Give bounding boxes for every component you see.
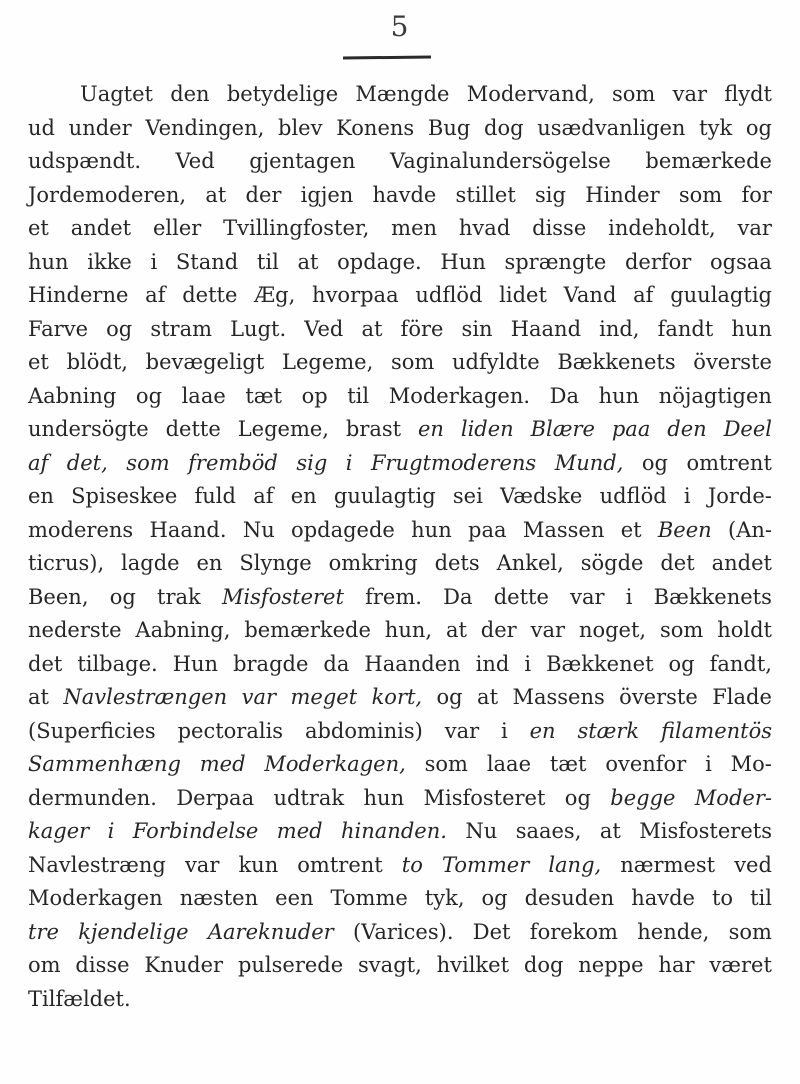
word: og xyxy=(668,651,695,676)
italic-word: Navlestrængen xyxy=(63,685,228,709)
text-line xyxy=(28,380,772,414)
text-line xyxy=(28,715,772,749)
word: Legeme, xyxy=(282,350,374,374)
word: före xyxy=(400,316,444,341)
italic-word: det, xyxy=(66,450,108,475)
italic-word: tre xyxy=(28,919,59,944)
word: Ved xyxy=(304,316,344,341)
word: var xyxy=(570,584,605,609)
word: hun xyxy=(731,316,772,341)
word: ind, xyxy=(599,316,640,341)
word: pulserede xyxy=(237,953,344,977)
word: Haand xyxy=(510,316,582,341)
word: dog xyxy=(523,953,564,977)
word: ved xyxy=(734,852,772,877)
word: lagde xyxy=(121,551,180,575)
word: ovenfor xyxy=(605,752,687,776)
word: Stand xyxy=(175,249,239,274)
word: men xyxy=(391,216,438,240)
word: var xyxy=(530,618,566,642)
word: til xyxy=(750,886,772,910)
word: har xyxy=(658,953,695,977)
word: Moderkagen xyxy=(28,886,163,910)
italic-word: meget xyxy=(290,685,358,709)
word: Knuder xyxy=(144,953,224,977)
word: dette xyxy=(182,283,238,307)
italic-word: var xyxy=(241,685,277,709)
word: omtrent xyxy=(686,450,772,475)
italic-word: Tommer xyxy=(441,852,530,877)
word: guulagtig xyxy=(670,283,772,307)
italic-word: som xyxy=(126,450,170,475)
text-line xyxy=(28,447,772,481)
word: Uagtet xyxy=(80,82,153,106)
word: til xyxy=(347,383,370,408)
word: var xyxy=(672,82,708,106)
word: hun xyxy=(598,383,640,408)
word: nederste xyxy=(28,618,122,642)
word: under xyxy=(68,115,132,140)
word: i xyxy=(501,718,508,743)
word: ticrus), xyxy=(28,551,105,575)
word: at xyxy=(361,316,383,341)
word: opdagede xyxy=(291,517,395,542)
word: som xyxy=(659,618,704,642)
word: det xyxy=(28,651,63,676)
word: Jorde- xyxy=(707,484,772,508)
italic-word: den xyxy=(667,417,707,441)
italic-word: lang, xyxy=(548,852,602,877)
word: hvorpaa xyxy=(312,283,399,307)
italic-word: med xyxy=(199,752,246,776)
text-line xyxy=(28,313,772,347)
word: Nu xyxy=(242,517,275,542)
word: Massens xyxy=(512,685,605,709)
word: nöjagtigen xyxy=(658,383,772,408)
word: Haand. xyxy=(149,517,227,542)
italic-word: Aareknuder xyxy=(207,919,334,944)
word: Ved xyxy=(175,149,215,173)
word: Lugt. xyxy=(230,316,287,341)
word: Da xyxy=(549,383,579,408)
word: Farve xyxy=(28,316,88,341)
word: dog xyxy=(484,115,524,140)
text-line xyxy=(28,112,772,146)
word: fuld xyxy=(194,484,236,508)
italic-word: Moderkagen, xyxy=(264,752,406,776)
word: var xyxy=(737,216,772,240)
word: blödt, xyxy=(66,350,128,374)
word: Jordemoderen, xyxy=(28,182,187,207)
word: Bækkenet xyxy=(546,651,654,676)
word: at xyxy=(599,819,621,843)
italic-word: fremböd xyxy=(188,450,278,475)
word: dermunden. xyxy=(28,785,157,810)
italic-word: liden xyxy=(460,417,514,441)
word: at xyxy=(297,249,319,274)
word: Tomme xyxy=(330,886,408,910)
word: Vaginalundersögelse xyxy=(389,149,611,173)
word: tyk, xyxy=(424,886,465,910)
word: Hinderne xyxy=(28,283,129,307)
text-line xyxy=(28,514,772,548)
word: Bækkenets xyxy=(557,350,676,374)
word: Moderkagen. xyxy=(388,383,531,408)
word: eller xyxy=(152,216,202,240)
word: en xyxy=(28,484,54,508)
word: et xyxy=(28,216,49,240)
word: usædvanligen xyxy=(537,115,686,140)
word: forekom xyxy=(529,919,618,944)
word: var xyxy=(184,852,220,877)
word: (Varices). xyxy=(352,919,454,944)
word: dette xyxy=(493,584,549,609)
word: sin xyxy=(461,316,493,341)
text-line xyxy=(28,882,772,916)
word: paa xyxy=(468,517,507,542)
word: Massen xyxy=(522,517,605,542)
word: stram xyxy=(150,316,212,341)
italic-word: Deel xyxy=(723,417,772,441)
italic-word: kager xyxy=(28,819,90,843)
word: bevægeligt xyxy=(145,350,265,374)
word: brast xyxy=(345,417,402,441)
word: moderens xyxy=(28,517,134,542)
word: Derpaa xyxy=(176,785,255,810)
italic-word: kort, xyxy=(371,685,423,709)
text-line xyxy=(28,145,772,179)
text-line xyxy=(28,212,772,246)
word: andet xyxy=(70,216,132,240)
word: udtrak xyxy=(273,785,345,810)
italic-word: en xyxy=(529,718,556,743)
word: laae xyxy=(181,383,226,408)
word: nærmest xyxy=(620,852,716,877)
word: omkring xyxy=(328,551,418,575)
word: og xyxy=(481,886,508,910)
word: det xyxy=(660,551,695,575)
italic-word: Misfosteret xyxy=(221,584,344,609)
word: at xyxy=(445,618,467,642)
word: Vendingen, xyxy=(145,115,265,140)
word: Mængde xyxy=(355,82,450,106)
word: tilbage. xyxy=(77,651,158,676)
text-line xyxy=(28,983,772,1017)
text-line xyxy=(28,279,772,313)
text-line xyxy=(28,782,772,816)
word: blev xyxy=(278,115,323,140)
word: i xyxy=(705,752,712,776)
word: sprængte xyxy=(504,249,607,274)
word: tæt xyxy=(245,383,282,408)
word: Da xyxy=(443,584,473,609)
word: tyk xyxy=(699,115,733,140)
italic-word: to xyxy=(401,852,423,877)
word: een xyxy=(275,886,314,910)
word: været xyxy=(709,953,772,977)
word: og xyxy=(106,316,133,341)
word: Modervand, xyxy=(466,82,595,106)
text-line xyxy=(28,246,772,280)
word: abdominis) xyxy=(304,718,423,743)
word: for xyxy=(741,182,772,207)
text-line xyxy=(28,413,772,447)
word: Bug xyxy=(427,115,471,140)
word: Navlestræng xyxy=(28,852,166,877)
italic-word: Frugtmoderens xyxy=(370,450,537,475)
word: bemærkede xyxy=(244,618,371,642)
text-line xyxy=(28,748,772,782)
word: og xyxy=(135,383,163,408)
word: lidet xyxy=(499,283,547,307)
word: Tilfældet. xyxy=(28,986,131,1011)
word: næsten xyxy=(179,886,259,910)
word: Flade xyxy=(712,685,772,709)
italic-word: kjendelige xyxy=(78,919,189,944)
word: Mo- xyxy=(730,752,772,776)
word: og xyxy=(109,584,136,609)
word: ind xyxy=(475,651,510,676)
word: Det xyxy=(472,919,511,944)
word: der xyxy=(245,182,282,207)
word: Hun xyxy=(440,249,486,274)
italic-word: sig xyxy=(296,450,328,475)
word: tæt xyxy=(549,752,587,776)
text-line xyxy=(28,78,772,112)
word: andet xyxy=(711,551,772,575)
word: i xyxy=(150,249,158,274)
word: Slynge xyxy=(239,551,312,575)
italic-word: paa xyxy=(611,417,651,441)
word: överste xyxy=(619,685,698,709)
word: til xyxy=(256,249,279,274)
word: i xyxy=(683,484,691,508)
word: Legeme, xyxy=(237,417,329,441)
word: udflöd xyxy=(599,484,667,508)
word: ogsaa xyxy=(710,249,772,274)
italic-word: Mund, xyxy=(554,450,624,475)
word: af xyxy=(145,283,166,307)
italic-word: med xyxy=(276,819,323,843)
word: at xyxy=(205,182,227,207)
word: og xyxy=(564,785,591,810)
word: bragde xyxy=(233,651,309,676)
word: Vand xyxy=(563,283,617,307)
word: Ankel, xyxy=(496,551,564,575)
word: hun xyxy=(363,785,405,810)
word: Misfosterets xyxy=(639,819,772,843)
word: Misfosteret xyxy=(423,785,546,810)
text-line xyxy=(28,815,772,849)
word: Bækkenets xyxy=(653,584,772,609)
italic-word: i xyxy=(107,819,115,843)
word: Vædske xyxy=(500,484,583,508)
word: at xyxy=(28,685,49,709)
word: udflöd xyxy=(415,283,483,307)
body-paragraph xyxy=(28,78,772,1016)
word: laae xyxy=(486,752,531,776)
italic-word: en xyxy=(418,417,444,441)
italic-word: Forbindelse xyxy=(132,819,259,843)
italic-word: Sammenhæng xyxy=(28,752,181,776)
word: dets xyxy=(434,551,480,575)
word: holdt xyxy=(717,618,772,642)
text-line xyxy=(28,581,772,615)
word: som xyxy=(390,350,435,374)
word: Hun xyxy=(172,651,219,676)
word: fandt xyxy=(657,316,714,341)
word: hun xyxy=(28,249,69,274)
word: överste xyxy=(693,350,772,374)
text-line xyxy=(28,614,772,648)
word: Hinder xyxy=(585,182,660,207)
word: som xyxy=(612,82,656,106)
word: betydelige xyxy=(226,82,339,106)
word: kun xyxy=(238,852,279,877)
word: i xyxy=(524,651,532,676)
word: Been, xyxy=(28,584,89,609)
word: Aabning, xyxy=(135,618,231,642)
word: sei xyxy=(452,484,483,508)
page-number: 5 xyxy=(390,10,410,43)
word: som xyxy=(424,752,468,776)
word: et xyxy=(28,350,49,374)
word: desuden xyxy=(524,886,615,910)
text-line xyxy=(28,179,772,213)
word: og xyxy=(641,450,668,475)
word: hvilket xyxy=(436,953,510,977)
italic-word: Been xyxy=(657,517,712,542)
word: disse xyxy=(532,216,587,240)
word: omtrent xyxy=(297,852,383,877)
word: hende, xyxy=(637,919,710,944)
word: Haanden xyxy=(364,651,461,676)
italic-word: i xyxy=(345,450,353,475)
word: Konens xyxy=(336,115,415,140)
word: stillet xyxy=(455,182,516,207)
word: om xyxy=(28,953,61,977)
word: udspændt. xyxy=(28,149,142,173)
word: dette xyxy=(165,417,221,441)
word: noget, xyxy=(578,618,647,642)
text-line xyxy=(28,849,772,883)
word: udfyldte xyxy=(452,350,540,374)
text-line xyxy=(28,916,772,950)
word: undersögte xyxy=(28,417,149,441)
word: (An- xyxy=(728,517,772,542)
text-line xyxy=(28,949,772,983)
word: da xyxy=(323,651,350,676)
word: havde xyxy=(372,182,437,207)
italic-word: stærk xyxy=(577,718,640,743)
italic-word: hinanden. xyxy=(341,819,447,843)
word: Æg, xyxy=(254,283,296,307)
word: sig xyxy=(535,182,566,207)
word: trak xyxy=(157,584,201,609)
word: havde xyxy=(631,886,695,910)
word: bemærkede xyxy=(645,149,772,173)
word: ikke xyxy=(87,249,132,274)
word: der xyxy=(480,618,517,642)
text-line xyxy=(28,648,772,682)
italic-word: Blære xyxy=(530,417,595,441)
word: af xyxy=(633,283,654,307)
word: Spiseskee xyxy=(71,484,178,508)
italic-word: begge xyxy=(610,785,676,810)
word: Aabning xyxy=(28,383,117,408)
word: svagt, xyxy=(358,953,422,977)
word: indeholdt, xyxy=(608,216,716,240)
word: ud xyxy=(28,115,55,140)
italic-word: filamentös xyxy=(661,718,772,743)
word: som xyxy=(678,182,723,207)
word: i xyxy=(625,584,633,609)
italic-word: af xyxy=(28,450,49,475)
word: op xyxy=(301,383,328,408)
word: frem. xyxy=(365,584,422,609)
word: var xyxy=(444,718,480,743)
header-rule xyxy=(343,56,431,60)
word: en xyxy=(196,551,223,575)
word: og xyxy=(745,115,772,140)
text-line xyxy=(28,681,772,715)
word: saaes, xyxy=(515,819,582,843)
word: disse xyxy=(75,953,130,977)
word: flydt xyxy=(724,82,772,106)
word: pectoralis xyxy=(177,718,284,743)
word: fandt, xyxy=(709,651,772,676)
word: som xyxy=(728,919,772,944)
word: et xyxy=(620,517,642,542)
text-line xyxy=(28,346,772,380)
word: neppe xyxy=(578,953,644,977)
word: hvad xyxy=(458,216,511,240)
word: hun xyxy=(411,517,452,542)
text-line xyxy=(28,480,772,514)
word: Tvillingfoster, xyxy=(223,216,370,240)
word: (Superficies xyxy=(28,718,156,743)
word: Nu xyxy=(465,819,498,843)
italic-word: Moder- xyxy=(694,785,772,810)
word: af xyxy=(253,484,274,508)
word: og xyxy=(436,685,463,709)
word: den xyxy=(170,82,210,106)
word: gjentagen xyxy=(249,149,356,173)
word: opdage. xyxy=(337,249,422,274)
word: guulagtig xyxy=(333,484,436,508)
word: to xyxy=(711,886,734,910)
word: derfor xyxy=(624,249,692,274)
text-line xyxy=(28,547,772,581)
word: en xyxy=(290,484,317,508)
word: igjen xyxy=(300,182,354,207)
word: sögde xyxy=(580,551,644,575)
word: at xyxy=(477,685,499,709)
word: hun, xyxy=(384,618,433,642)
